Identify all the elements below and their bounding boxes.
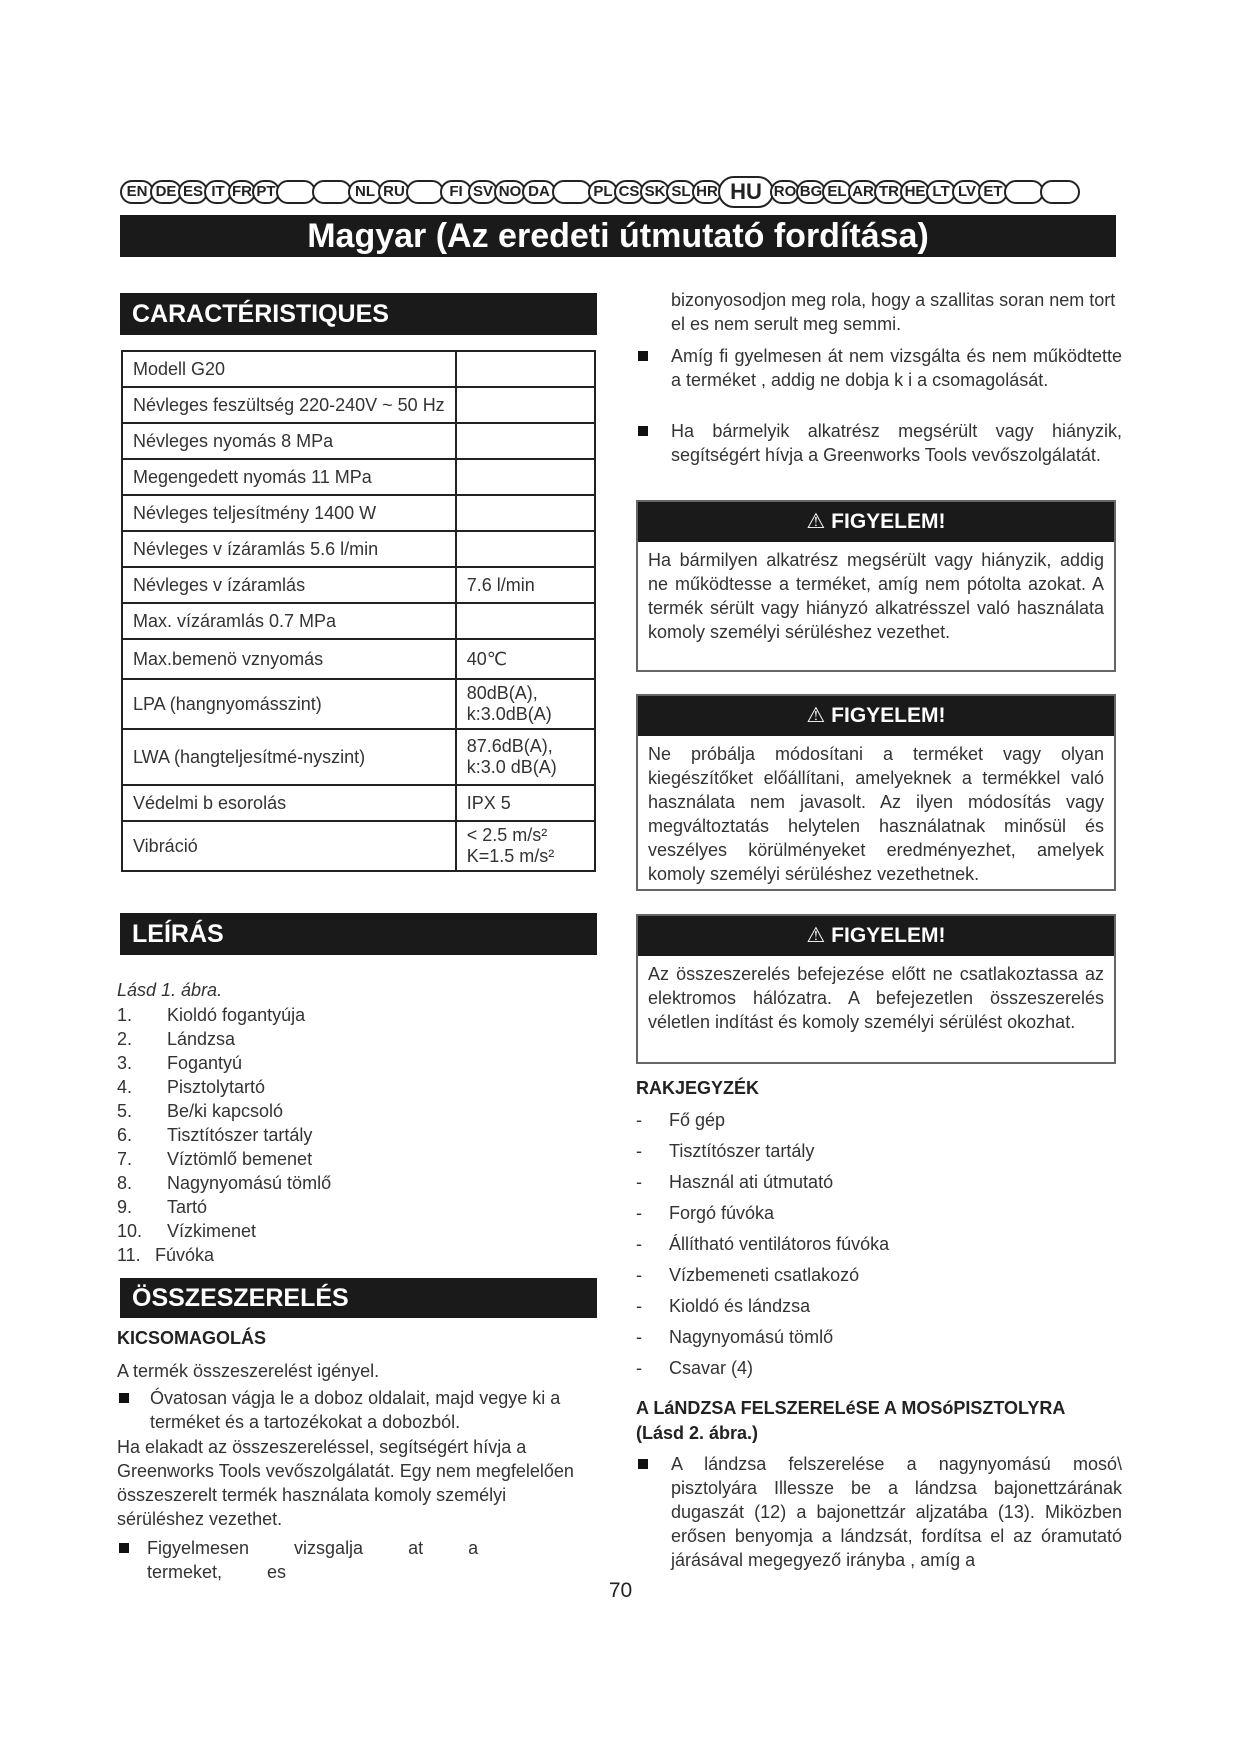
- list-item-number: 11.: [117, 1245, 141, 1265]
- spec-label: Névleges feszültség 220-240V ~ 50 Hz: [122, 387, 456, 423]
- list-item-label: Nagynyomású tömlő: [669, 1327, 834, 1347]
- language-tabs: [120, 176, 1120, 208]
- lang-tab-no: NO: [494, 180, 526, 204]
- spec-label: LPA (hangnyomásszint): [122, 679, 456, 729]
- list-item: [636, 1356, 1116, 1387]
- list-item: [636, 1139, 1116, 1170]
- bullet-unpack: Óvatosan vágja le a doboz oldalait, majd vegye ki a terméket és a tartozékokat a dobozból.: [117, 1386, 597, 1434]
- bullet-inspect: Figyelmesen vizsgalja at a termeket, es: [117, 1536, 597, 1584]
- lang-tab-blank: [1040, 180, 1080, 204]
- list-item-number: 2.: [117, 1029, 133, 1049]
- list-item-number: 10.: [117, 1221, 143, 1241]
- list-item-number: 7.: [117, 1149, 133, 1169]
- spec-table: [121, 350, 596, 872]
- spec-label: Névleges v ízáramlás 5.6 l/min: [122, 531, 456, 567]
- bullet-missing-parts: Ha bármelyik alkatrész megsérült vagy hiányzik, segítségért hívja a Greenworks Tools vevőszolgálatát.: [636, 419, 1122, 467]
- list-item-number: 9.: [117, 1197, 133, 1217]
- dash-icon: -: [636, 1141, 642, 1161]
- spec-label: Modell G20: [122, 351, 456, 387]
- lang-tab-tr: TR: [874, 180, 904, 204]
- list-item-label: Víztömlő bemenet: [167, 1149, 313, 1169]
- list-item-label: Kioldó fogantyúja: [167, 1005, 306, 1025]
- dash-icon: -: [636, 1358, 642, 1378]
- lang-tab-sl: SL: [666, 180, 696, 204]
- dash-icon: -: [636, 1327, 642, 1347]
- subheading-rakjegyzek: RAKJEGYZÉK: [636, 1078, 760, 1098]
- lang-tab-pl: PL: [588, 180, 618, 204]
- lang-tab-ru: RU: [378, 180, 410, 204]
- warning-box-2: [636, 694, 1116, 891]
- bullet-icon: [119, 1543, 129, 1553]
- list-item-number: 4.: [117, 1077, 133, 1097]
- warning-text: Ne próbálja módosítani a terméket vagy olyan kiegészítőket előállítani, amelyeknek a termékkel való használata nem javasolt. Az ilyen módosítás vagy megváltoztatás helytelen használatnak minősül és veszélyes körülményeket eredményezhet, amelyek komoly személyi sérüléshez vezethetnek.: [648, 744, 1104, 884]
- list-item-label: Fogantyú: [167, 1053, 243, 1073]
- spec-value: IPX 5: [456, 785, 595, 821]
- lang-tab-it: IT: [204, 180, 232, 204]
- lang-tab-en: EN: [120, 180, 154, 204]
- warning-box-1: [636, 500, 1116, 672]
- spec-value: [456, 603, 595, 639]
- list-item-number: 5.: [117, 1101, 133, 1121]
- spec-row: [122, 567, 595, 603]
- list-item: [117, 1123, 537, 1147]
- lang-tab-hr: HR: [692, 180, 722, 204]
- list-item: [636, 1294, 1116, 1325]
- section-heading-leiras: LEÍRÁS: [120, 913, 597, 955]
- spec-value: 7.6 l/min: [456, 567, 595, 603]
- spec-row: [122, 351, 595, 387]
- list-item: [636, 1263, 1116, 1294]
- spec-label: Max.bemenö vznyomás: [122, 639, 456, 679]
- spec-row: [122, 387, 595, 423]
- spec-value: [456, 459, 595, 495]
- warning-title: FIGYELEM!: [831, 704, 946, 727]
- dash-icon: -: [636, 1172, 642, 1192]
- spec-label: Névleges nyomás 8 MPa: [122, 423, 456, 459]
- spec-value: 87.6dB(A), k:3.0 dB(A): [456, 729, 595, 785]
- continued-paragraph: bizonyosodjon meg rola, hogy a szallitas soran nem tort el es nem serult meg semmi.: [671, 290, 1116, 334]
- spec-row: [122, 459, 595, 495]
- parts-list: [117, 1003, 537, 1267]
- list-item: [117, 1075, 537, 1099]
- lang-tab-es: ES: [178, 180, 208, 204]
- spec-row: [122, 423, 595, 459]
- list-item-label: Lándzsa: [167, 1029, 236, 1049]
- spec-value: [456, 351, 595, 387]
- list-item: [117, 1051, 537, 1075]
- list-item-label: Fúvóka: [155, 1245, 215, 1265]
- lang-tab-blank: [312, 180, 352, 204]
- list-item-number: 1.: [117, 1005, 133, 1025]
- list-item: [117, 1147, 537, 1171]
- warning-title: FIGYELEM!: [831, 924, 946, 947]
- lang-tab-fi: FI: [440, 180, 472, 204]
- spec-row: [122, 821, 595, 871]
- bullet-icon: [119, 1393, 129, 1403]
- lang-tab-ar: AR: [848, 180, 878, 204]
- list-item-number: 6.: [117, 1125, 133, 1145]
- list-item: [636, 1201, 1116, 1232]
- lang-tab-blank: [276, 180, 316, 204]
- lang-tab-de: DE: [150, 180, 182, 204]
- lang-tab-et: ET: [978, 180, 1008, 204]
- dash-icon: -: [636, 1234, 642, 1254]
- paragraph-requires-assembly: A termék összeszerelést igényel.: [117, 1361, 380, 1381]
- list-item-label: Csavar (4): [669, 1358, 754, 1378]
- list-item-number: 3.: [117, 1053, 133, 1073]
- lang-tab-da: DA: [522, 180, 556, 204]
- spec-row: [122, 679, 595, 729]
- dash-icon: -: [636, 1296, 642, 1316]
- bullet-lance-mount: A lándzsa felszerelése a nagynyomású mosó\ pisztolyára Illessze be a lándzsa bajonettzárának dugaszát (12) a bajonettzár aljzatába (13). Miközben erősen benyomja a lándzsát, fordítsa el az óramutató járásával megegyező irányba , amíg a: [636, 1452, 1122, 1572]
- spec-row: [122, 531, 595, 567]
- spec-row: [122, 785, 595, 821]
- spec-row: [122, 639, 595, 679]
- list-item: [117, 1195, 537, 1219]
- warning-text: Az összeszerelés befejezése előtt ne csatlakoztassa az elektromos hálózatra. A befejezetlen összeszerelés véletlen indítást és komoly személyi sérülést okozhat.: [648, 964, 1104, 1032]
- dash-icon: -: [636, 1265, 642, 1285]
- page-number: 70: [608, 1579, 633, 1602]
- lang-tab-he: HE: [900, 180, 930, 204]
- lang-tab-pt: PT: [252, 180, 280, 204]
- lang-tab-ro: RO: [770, 180, 800, 204]
- warning-box-3: [636, 914, 1116, 1064]
- list-item-label: Tisztítószer tartály: [669, 1141, 815, 1161]
- spec-value: 40℃: [456, 639, 595, 679]
- spec-value: [456, 531, 595, 567]
- packing-list: [636, 1108, 1116, 1387]
- list-item-label: Tartó: [167, 1197, 208, 1217]
- list-item-label: Pisztolytartó: [167, 1077, 266, 1097]
- list-item-number: 8.: [117, 1173, 133, 1193]
- dash-icon: -: [636, 1110, 642, 1130]
- list-item: [636, 1170, 1116, 1201]
- list-item: [636, 1108, 1116, 1139]
- lang-tab-nl: NL: [348, 180, 382, 204]
- paragraph-help: Ha elakadt az összeszereléssel, segítségért hívja a Greenworks Tools vevőszolgálatát. Egy nem megfelelően összeszerelt termék használata komoly személyi sérüléshez vezethet.: [117, 1437, 574, 1529]
- spec-label: Névleges teljesítmény 1400 W: [122, 495, 456, 531]
- spec-label: Vibráció: [122, 821, 456, 871]
- bullet-icon: [638, 351, 648, 361]
- bullet-icon: [638, 426, 648, 436]
- dash-icon: -: [636, 1203, 642, 1223]
- lang-tab-blank: [552, 180, 592, 204]
- lang-tab-hu: HU: [718, 176, 774, 208]
- lang-tab-bg: BG: [796, 180, 826, 204]
- list-item: [636, 1325, 1116, 1356]
- lang-tab-lv: LV: [952, 180, 982, 204]
- spec-value: < 2.5 m/s² K=1.5 m/s²: [456, 821, 595, 871]
- warning-text: Ha bármilyen alkatrész megsérült vagy hiányzik, addig ne működtesse a terméket, amíg nem pótolta azokat. A termék sérült vagy hiányzó alkatrésszel való használata komoly személyi sérüléshez vezethet.: [648, 550, 1104, 642]
- list-item: [636, 1232, 1116, 1263]
- list-item-label: Be/ki kapcsoló: [167, 1101, 284, 1121]
- warning-icon: ⚠: [806, 510, 826, 533]
- leiras-intro: Lásd 1. ábra.: [117, 980, 223, 1000]
- spec-label: Védelmi b esorolás: [122, 785, 456, 821]
- list-item-label: Kioldó és lándzsa: [669, 1296, 811, 1316]
- list-item: [117, 1003, 537, 1027]
- list-item: [117, 1099, 537, 1123]
- list-item-label: Tisztítószer tartály: [167, 1125, 313, 1145]
- warning-icon: ⚠: [806, 704, 826, 727]
- spec-value: 80dB(A), k:3.0dB(A): [456, 679, 595, 729]
- page-title: Magyar (Az eredeti útmutató fordítása): [120, 215, 1116, 257]
- lang-tab-sk: SK: [640, 180, 670, 204]
- spec-row: [122, 603, 595, 639]
- list-item-label: Vízkimenet: [167, 1221, 257, 1241]
- bullet-keep-packaging: Amíg fi gyelmesen át nem vizsgálta és nem működtette a terméket , addig ne dobja k i a csomagolását.: [636, 344, 1122, 392]
- list-item: [117, 1027, 537, 1051]
- section-heading-osszeszereles: ÖSSZESZERELÉS: [120, 1278, 597, 1318]
- subheading-kicsomagolas: KICSOMAGOLÁS: [117, 1328, 267, 1348]
- lang-tab-blank: [1004, 180, 1044, 204]
- spec-label: Megengedett nyomás 11 MPa: [122, 459, 456, 495]
- spec-label: Max. vízáramlás 0.7 MPa: [122, 603, 456, 639]
- lang-tab-sv: SV: [468, 180, 498, 204]
- list-item: [117, 1171, 537, 1195]
- list-item-label: Vízbemeneti csatlakozó: [669, 1265, 860, 1285]
- list-item-label: Állítható ventilátoros fúvóka: [669, 1234, 890, 1254]
- lang-tab-cs: CS: [614, 180, 644, 204]
- spec-value: [456, 387, 595, 423]
- warning-icon: ⚠: [806, 924, 826, 947]
- spec-label: LWA (hangteljesítmé-nyszint): [122, 729, 456, 785]
- lang-tab-lt: LT: [926, 180, 956, 204]
- warning-title: FIGYELEM!: [831, 510, 946, 533]
- spec-label: Névleges v ízáramlás: [122, 567, 456, 603]
- section-heading-caracteristiques: CARACTÉRISTIQUES: [120, 293, 597, 335]
- lang-tab-blank: [406, 180, 444, 204]
- list-item-label: Nagynyomású tömlő: [167, 1173, 332, 1193]
- lang-tab-fr: FR: [228, 180, 256, 204]
- list-item: [117, 1219, 537, 1243]
- list-item-label: Használ ati útmutató: [669, 1172, 834, 1192]
- spec-row: [122, 729, 595, 785]
- spec-value: [456, 423, 595, 459]
- spec-value: [456, 495, 595, 531]
- bullet-icon: [638, 1459, 648, 1469]
- subheading-landzsa: A LáNDZSA FELSZERELéSE A MOSóPISZTOLYRA (Lásd 2. ábra.): [636, 1398, 1065, 1443]
- lang-tab-el: EL: [822, 180, 852, 204]
- list-item: [117, 1243, 537, 1267]
- list-item-label: Forgó fúvóka: [669, 1203, 775, 1223]
- list-item-label: Fő gép: [669, 1110, 726, 1130]
- spec-row: [122, 495, 595, 531]
